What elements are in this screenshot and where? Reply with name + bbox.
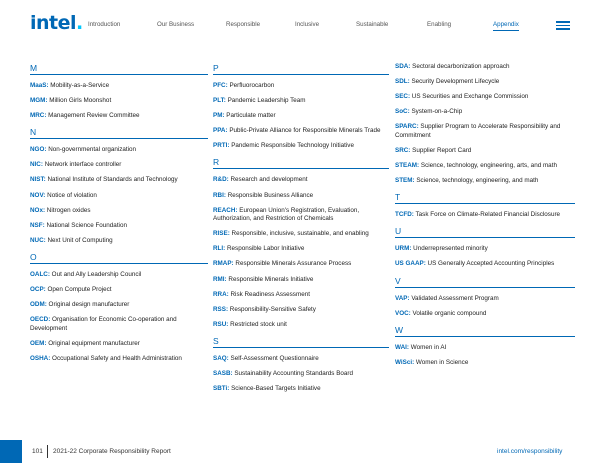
glossary-definition: Out and Ally Leadership Council (49, 270, 142, 278)
glossary-abbreviation: SDL: (395, 78, 410, 86)
responsibility-link[interactable]: intel.com/responsibility (497, 448, 563, 455)
glossary-definition: Open Compute Project (45, 286, 112, 294)
glossary-definition: Responsible Minerals Assurance Process (233, 260, 352, 268)
glossary-abbreviation: NIC: (30, 161, 43, 169)
glossary-entry (395, 310, 575, 319)
glossary-abbreviation: NUC: (30, 236, 46, 244)
glossary-definition: Pandemic Leadership Team (225, 97, 306, 105)
glossary-abbreviation: WAI: (395, 343, 409, 351)
glossary-abbreviation: VAP: (395, 294, 410, 302)
glossary-definition: Non-governmental organization (46, 146, 137, 154)
glossary-abbreviation: RRA: (213, 290, 229, 298)
glossary-abbreviation: RMAP: (213, 260, 234, 268)
glossary-entry (213, 370, 389, 379)
glossary-definition: US Generally Accepted Accounting Principles (425, 260, 555, 268)
glossary-definition: Particulate matter (224, 112, 276, 120)
glossary-abbreviation: PRTI: (213, 142, 230, 150)
glossary-entry (30, 82, 208, 91)
glossary-entry (395, 177, 575, 186)
glossary-entry (213, 385, 389, 394)
glossary-column-1 (30, 63, 208, 370)
glossary-definition: Supplier Program to Accelerate Responsibility and Commitment (395, 123, 561, 139)
glossary-definition: Responsible Minerals Initiative (226, 275, 314, 283)
section-letter: T (395, 192, 575, 204)
glossary-entry (395, 123, 575, 140)
glossary-entry (30, 237, 208, 246)
glossary-abbreviation: US GAAP: (395, 260, 426, 268)
glossary-column-2 (213, 63, 389, 400)
footer (0, 430, 600, 463)
glossary-definition: Sectoral decarbonization approach (410, 63, 510, 70)
glossary-definition: Notice of violation (45, 191, 97, 199)
glossary-definition: US Securities and Exchange Commission (410, 93, 529, 101)
glossary-entry (213, 291, 389, 300)
glossary-definition: Restricted stock unit (228, 320, 287, 328)
glossary-entry (395, 147, 575, 156)
glossary-abbreviation: PFC: (213, 82, 228, 89)
glossary-abbreviation: RBI: (213, 191, 226, 199)
glossary-entry (30, 316, 208, 333)
glossary-entry (213, 321, 389, 330)
glossary-definition: Original equipment manufacturer (46, 339, 140, 347)
glossary-abbreviation: WiSci: (395, 358, 415, 366)
glossary-entry (213, 207, 389, 224)
glossary-definition: Responsible, inclusive, sustainable, and enabling (229, 230, 369, 238)
glossary-abbreviation: RISE: (213, 230, 230, 238)
glossary-entry (395, 344, 575, 353)
glossary-definition: Public-Private Alliance for Responsible Minerals Trade (227, 127, 381, 135)
glossary-abbreviation: OCP: (30, 286, 46, 294)
glossary-definition: Science-Based Targets Initiative (229, 385, 321, 393)
glossary-abbreviation: STEM: (395, 177, 415, 185)
glossary-entry (213, 245, 389, 254)
glossary-entry (30, 207, 208, 216)
glossary-definition: National Science Foundation (44, 221, 127, 229)
glossary-entry (30, 340, 208, 349)
glossary-definition: Research and development (228, 176, 308, 184)
glossary-abbreviation: TCFD: (395, 211, 414, 219)
glossary-abbreviation: NOx: (30, 206, 46, 214)
glossary-section (395, 276, 575, 319)
glossary-abbreviation: PPA: (213, 127, 228, 135)
glossary-entry (30, 286, 208, 295)
glossary-entry (30, 271, 208, 280)
top-bar (0, 0, 600, 44)
glossary-definition: Science, technology, engineering, and math (414, 177, 539, 185)
glossary-entry (213, 355, 389, 364)
glossary-definition: Self-Assessment Questionnaire (228, 354, 319, 362)
section-letter: N (30, 127, 208, 139)
glossary-abbreviation: SEC: (395, 93, 411, 101)
glossary-definition: Task Force on Climate-Related Financial Disclosure (413, 211, 561, 219)
page-number: 101 (32, 448, 43, 455)
glossary-entry (30, 301, 208, 310)
glossary-definition: National Institute of Standards and Technology (45, 176, 178, 184)
glossary-entry (395, 93, 575, 102)
glossary-abbreviation: URM: (395, 245, 412, 253)
glossary-abbreviation: PM: (213, 112, 225, 120)
section-letter: M (30, 63, 208, 75)
glossary-abbreviation: SASB: (213, 370, 233, 377)
glossary-definition: Responsibility-Sensitive Safety (228, 305, 316, 313)
glossary-entry (395, 162, 575, 171)
glossary-definition: Responsible Labor Initiative (225, 245, 305, 253)
glossary-definition: Pandemic Responsible Technology Initiative (229, 142, 354, 150)
glossary-abbreviation: SPARC: (395, 123, 419, 131)
glossary-abbreviation: SRC: (395, 146, 411, 154)
glossary-entry (395, 260, 575, 269)
glossary-definition: Nitrogen oxides (45, 206, 91, 214)
glossary-abbreviation: ODM: (30, 301, 47, 309)
nav-sustainable[interactable]: Sustainable (356, 21, 389, 28)
glossary-abbreviation: RLI: (213, 245, 226, 253)
glossary-definition: Original design manufacturer (46, 301, 130, 309)
glossary-section (395, 325, 575, 368)
glossary-abbreviation: NSF: (30, 221, 45, 229)
nav-appendix[interactable]: Appendix (493, 21, 519, 31)
hamburger-menu-icon[interactable] (556, 21, 570, 30)
glossary-abbreviation: SDA: (395, 63, 411, 70)
glossary-definition: Supplier Report Card (410, 146, 472, 154)
glossary-definition: Organisation for Economic Co-operation and Development (30, 316, 177, 332)
glossary-section (30, 63, 208, 121)
nav-inclusive[interactable]: Inclusive (295, 21, 320, 28)
glossary-entry (395, 295, 575, 304)
glossary-abbreviation: MaaS: (30, 82, 49, 89)
footer-divider (47, 445, 48, 458)
glossary-abbreviation: VOC: (395, 309, 411, 317)
glossary-definition: Responsible Business Alliance (225, 191, 314, 199)
glossary-definition: Risk Readiness Assessment (228, 290, 310, 298)
glossary-definition: Sustainability Accounting Standards Board (232, 370, 354, 377)
glossary-column-3 (395, 63, 575, 374)
glossary-definition: Occupational Safety and Health Administration (50, 354, 182, 362)
glossary-abbreviation: SoC: (395, 108, 410, 116)
glossary-abbreviation: OEM: (30, 339, 47, 347)
glossary-entry (213, 97, 389, 106)
glossary-abbreviation: RMI: (213, 275, 227, 283)
glossary-section (213, 336, 389, 394)
section-letter: W (395, 325, 575, 337)
glossary-definition: Volatile organic compound (410, 309, 487, 317)
glossary-entry (30, 97, 208, 106)
glossary-entry (30, 112, 208, 121)
glossary-section (395, 63, 575, 186)
glossary-abbreviation: NOV: (30, 191, 46, 199)
glossary-definition: Network interface controller (42, 161, 122, 169)
glossary-entry (395, 245, 575, 254)
glossary-abbreviation: R&D: (213, 176, 229, 184)
glossary-definition: Validated Assessment Program (409, 294, 499, 302)
glossary-entry (213, 127, 389, 136)
glossary-abbreviation: REACH: (213, 206, 238, 214)
glossary-abbreviation: NIST: (30, 176, 46, 184)
glossary-abbreviation: MRC: (30, 112, 47, 120)
footer-accent-block (0, 440, 22, 463)
glossary-entry (395, 78, 575, 87)
glossary-abbreviation: RSU: (213, 320, 229, 328)
glossary-definition: Million Girls Moonshot (47, 97, 112, 105)
top-nav (0, 21, 600, 33)
glossary-entry (395, 63, 575, 72)
glossary-entry (213, 192, 389, 201)
glossary-entry (395, 108, 575, 117)
glossary-section (213, 63, 389, 151)
glossary-section (395, 226, 575, 269)
glossary-entry (395, 359, 575, 368)
glossary-section (213, 157, 389, 329)
glossary-entry (213, 142, 389, 151)
glossary-entry (213, 260, 389, 269)
glossary-abbreviation: STEAM: (395, 162, 420, 170)
glossary-entry (213, 276, 389, 285)
nav-enabling[interactable]: Enabling (427, 21, 452, 28)
glossary-definition: Women in AI (409, 343, 447, 351)
glossary-entry (30, 146, 208, 155)
glossary-definition: Next Unit of Computing (45, 236, 113, 244)
section-letter: P (213, 63, 389, 75)
glossary-entry (213, 176, 389, 185)
section-letter: O (30, 252, 208, 264)
glossary-abbreviation: PLT: (213, 97, 226, 105)
glossary-entry (213, 112, 389, 121)
glossary-section (395, 192, 575, 220)
glossary-section (30, 252, 208, 363)
glossary-entry (213, 230, 389, 239)
glossary-definition: Management Review Committee (46, 112, 140, 120)
glossary-abbreviation: OSHA: (30, 354, 51, 362)
glossary-abbreviation: MGM: (30, 97, 48, 105)
report-title: 2021-22 Corporate Responsibility Report (53, 448, 171, 455)
nav-introduction[interactable]: Introduction (88, 21, 121, 28)
glossary-abbreviation: SAQ: (213, 354, 229, 362)
glossary-abbreviation: OALC: (30, 270, 50, 278)
glossary-abbreviation: SBTi: (213, 385, 230, 393)
glossary-definition: System-on-a-Chip (409, 108, 463, 116)
glossary-entry (395, 211, 575, 220)
glossary-entry (213, 306, 389, 315)
glossary-entry (30, 176, 208, 185)
glossary-entry (30, 222, 208, 231)
glossary-definition: Underrepresented minority (411, 245, 488, 253)
glossary-entry (30, 161, 208, 170)
section-letter: R (213, 157, 389, 169)
nav-responsible[interactable]: Responsible (226, 21, 261, 28)
glossary-definition: Security Development Lifecycle (409, 78, 500, 86)
section-letter: V (395, 276, 575, 288)
intel-logo[interactable]: intel. (30, 12, 83, 34)
section-letter: U (395, 226, 575, 238)
glossary-entry (30, 355, 208, 364)
glossary-entry (30, 192, 208, 201)
section-letter: S (213, 336, 389, 348)
nav-our-business[interactable]: Our Business (157, 21, 195, 28)
glossary-definition: European Union's Registration, Evaluation, Authorization, and Restriction of Chemicals (213, 206, 360, 223)
glossary-definition: Mobility-as-a-Service (48, 82, 110, 89)
glossary-abbreviation: NGO: (30, 146, 47, 154)
glossary-entry (213, 82, 389, 91)
glossary-definition: Women in Science (414, 358, 469, 366)
glossary-section (30, 127, 208, 245)
glossary-abbreviation: OECD: (30, 316, 51, 324)
glossary-definition: Perfluorocarbon (227, 82, 275, 89)
glossary-abbreviation: RSS: (213, 305, 229, 313)
glossary-definition: Science, technology, engineering, arts, and math (419, 162, 557, 170)
